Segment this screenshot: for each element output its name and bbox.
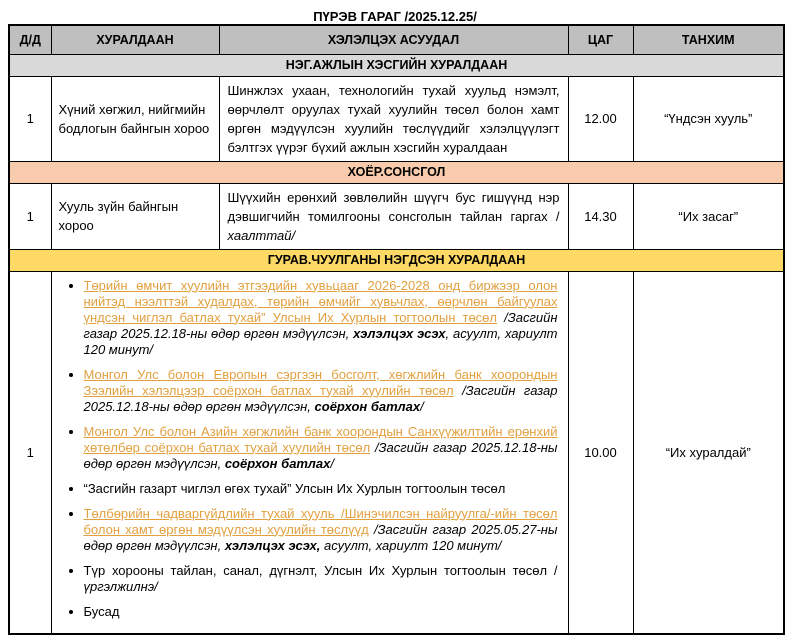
- row-number-cell: 1: [9, 271, 51, 634]
- agenda-bullet-list: [60, 278, 558, 620]
- text-segment: Бусад: [83, 603, 120, 619]
- agenda-bullet-item: [84, 563, 558, 595]
- text-segment: /Засгийн газар 2025.12.18-ны өдөр өргөн мэдүүлсэн,: [83, 309, 558, 341]
- agenda-link[interactable]: Төлбөрийн чадваргүйдлийн тухай хууль /Шинэчилсэн найруулга/-ийн төсөл болон хамт өргөн мэдүүлсэн хуулийн төслүүд: [83, 505, 558, 537]
- agenda-bullet-item: [84, 424, 558, 472]
- text-segment: , асуулт, хариулт 120 минут/: [83, 325, 558, 357]
- text-segment: /Засгийн газар 2025.12.18-ны өдөр өргөн мэдүүлсэн,: [83, 382, 558, 414]
- agenda-bullet-item: [84, 506, 558, 554]
- text-segment: /: [420, 398, 424, 414]
- text-segment: соёрхон батлах: [224, 455, 331, 471]
- text-segment: хэлэлцэх эсэх,: [224, 537, 321, 553]
- section-title: ГУРАВ.ЧУУЛГАНЫ НЭГДСЭН ХУРАЛДААН: [9, 249, 784, 271]
- column-header-number: Д/Д: [9, 25, 51, 54]
- section-header-working-group: [9, 54, 784, 76]
- hall-cell: “Үндсэн хууль”: [633, 76, 784, 161]
- issue-text: Шинжлэх ухаан, технологийн тухай хуульд нэмэлт, өөрчлөлт оруулах тухай хуулийн төсөл болон хамт өргөн мэдүүлсэн хуулийн төслүүдийг хэлэлцүүлэгт бэлтгэх үүрэг бүхий ажлын хэсгийн хуралдаан: [227, 82, 560, 155]
- table-header-row: [9, 25, 784, 54]
- agenda-bullet-item: [84, 367, 558, 415]
- text-segment: хэлэлцэх эсэх: [353, 325, 446, 341]
- table-row: [9, 271, 784, 634]
- text-segment: /: [330, 455, 334, 471]
- text-segment: /Засгийн газар 2025.05.27-ны өдөр өргөн мэдүүлсэн,: [83, 521, 558, 553]
- text-segment: /Засгийн газар 2025.12.18-ны өдөр өргөн мэдүүлсэн,: [83, 439, 558, 471]
- agenda-bullet-item: [84, 604, 558, 620]
- hall-cell: “Их хуралдай”: [633, 271, 784, 634]
- agenda-bullet-item: [84, 481, 558, 497]
- agenda-bullet-item: [84, 278, 558, 358]
- agenda-link[interactable]: Төрийн өмчит хуулийн этгээдийн хувьцааг 2026-2028 онд биржээр олон нийтэд нээлттэй худалдах, төрийн өмчийг хувьчлах, өөрчлөн байгуулах үндсэн чиглэл батлах тухай” Улсын Их Хурлын тогтоолын төсөл: [83, 277, 558, 325]
- column-header-issue: ХЭЛЭЛЦЭХ АСУУДАЛ: [219, 25, 568, 54]
- time-cell: 10.00: [568, 271, 633, 634]
- page-title: ПҮРЭВ ГАРАГ /2025.12.25/: [313, 9, 477, 24]
- column-header-hall: ТАНХИМ: [633, 25, 784, 54]
- section-header-hearing: [9, 161, 784, 183]
- agenda-link[interactable]: Монгол Улс болон Азийн хөгжлийн банк хоорондын Санхүүжилтийн ерөнхий хөтөлбөр соёрхон батлах тухай хуулийн төсөл: [83, 423, 558, 455]
- hall-cell: “Их засаг”: [633, 183, 784, 249]
- column-header-time: ЦАГ: [568, 25, 633, 54]
- row-number-cell: 1: [9, 183, 51, 249]
- text-segment: соёрхон батлах: [314, 398, 421, 414]
- agenda-cell: [51, 271, 568, 634]
- section-title: ХОЁР.СОНСГОЛ: [9, 161, 784, 183]
- column-header-meeting: ХУРАЛДААН: [51, 25, 219, 54]
- issue-cell: [219, 76, 568, 161]
- committee-cell: Хүний хөгжил, нийгмийн бодлогын байнгын хороо: [51, 76, 219, 161]
- row-number-cell: 1: [9, 76, 51, 161]
- text-segment: Түр хорооны тайлан, санал, дүгнэлт, Улсын Их Хурлын тогтоолын төсөл /: [83, 562, 558, 578]
- time-cell: 14.30: [568, 183, 633, 249]
- section-title: НЭГ.АЖЛЫН ХЭСГИЙН ХУРАЛДААН: [9, 54, 784, 76]
- schedule-table: [8, 24, 785, 635]
- text-segment: үргэлжилнэ/: [83, 578, 158, 594]
- issue-text-italic: хаалттай/: [227, 227, 296, 243]
- agenda-link[interactable]: Монгол Улс болон Европын сэргээн босголт, хөгжлийн банк хоорондын Зээлийн хэлэлцээр соёрхон батлах тухай хуулийн төсөл: [83, 366, 558, 398]
- issue-text: Шүүхийн ерөнхий зөвлөлийн шүүгч бус гишүүнд нэр дэвшигчийн томилгооны сонсголын тайлан гаргах /: [227, 189, 560, 224]
- table-row: [9, 76, 784, 161]
- time-cell: 12.00: [568, 76, 633, 161]
- section-header-plenary: [9, 249, 784, 271]
- text-segment: асуулт, хариулт 120 минут/: [320, 537, 502, 553]
- issue-cell: [219, 183, 568, 249]
- committee-cell: Хууль зүйн байнгын хороо: [51, 183, 219, 249]
- table-row: [9, 183, 784, 249]
- text-segment: “Засгийн газарт чиглэл өгөх тухай” Улсын Их Хурлын тогтоолын төсөл: [83, 480, 506, 496]
